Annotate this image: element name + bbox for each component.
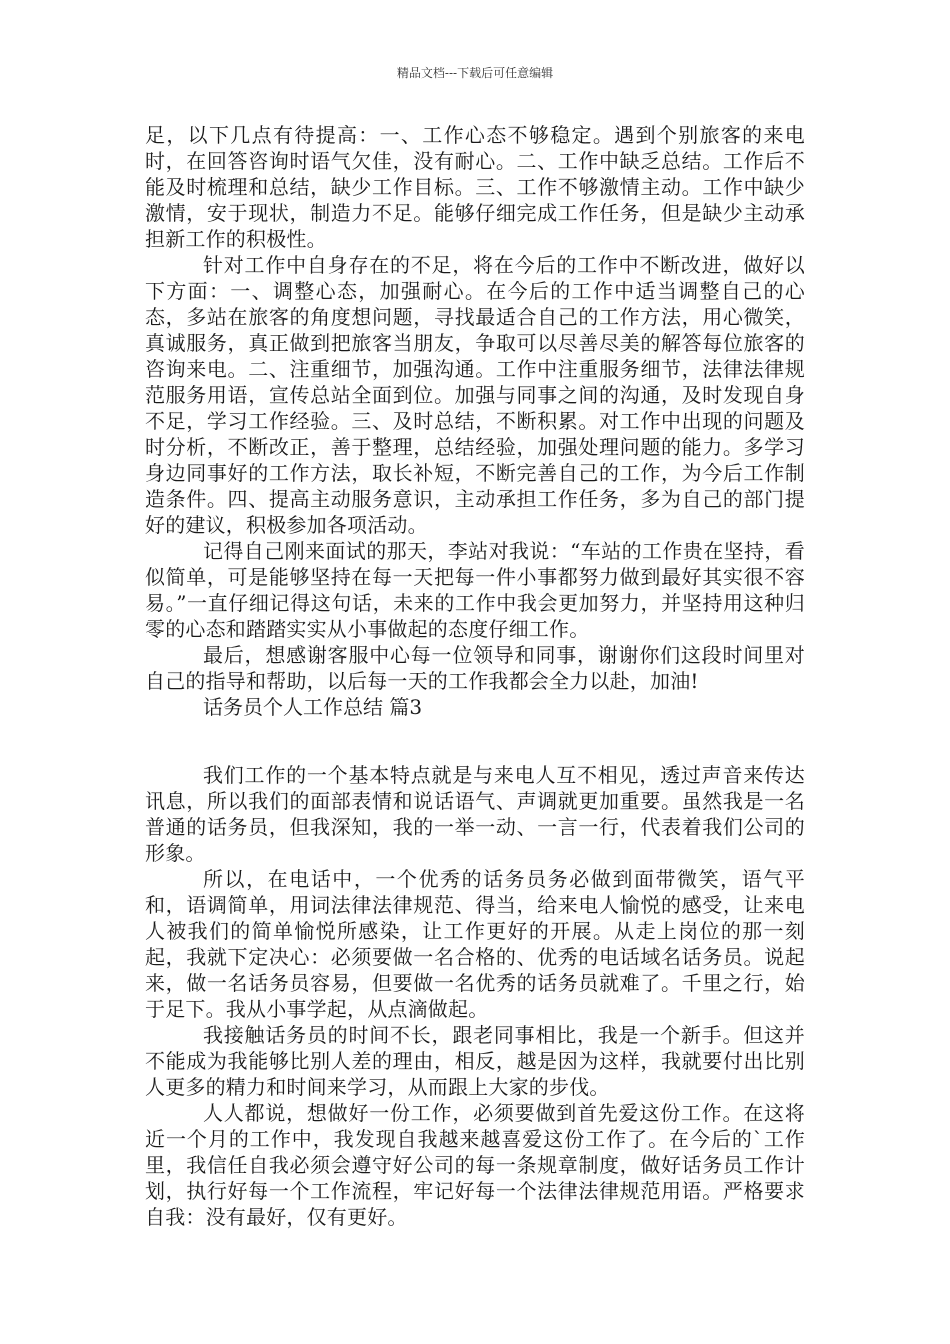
paragraph-continuation: 足，以下几点有待提高：一、工作心态不够稳定。遇到个别旅客的来电时，在回答咨询时语气欠佳，没有耐心。二、工作中缺乏总结。工作后不能及时梳理和总结，缺少工作目标。三、工作不够激情主动。工作中缺少激情，安于现状，制造力不足。能够仔细完成工作任务，但是缺少主动承担新工作的积极性。 <box>145 123 805 251</box>
document-body <box>145 122 805 1230</box>
paragraph-newcomer: 我接触话务员的时间不长，跟老同事相比，我是一个新手。但这并不能成为我能够比别人差的理由，相反，越是因为这样，我就要付出比别人更多的精力和时间来学习，从而跟上大家的步伐。 <box>145 1023 805 1099</box>
section-title: 话务员个人工作总结 篇3 <box>203 695 423 719</box>
paragraph-phone-etiquette: 所以，在电话中，一个优秀的话务员务必做到面带微笑，语气平和，语调简单，用词法律法律规范、得当，给来电人愉悦的感受，让来电人被我们的简单愉悦所感染，让工作更好的开展。从走上岗位的那一刻起，我就下定决心：必须要做一名合格的、优秀的电话域名话务员。说起来，做一名话务员容易，但要做一名优秀的话务员就难了。千里之行，始于足下。我从小事学起，从点滴做起。 <box>145 867 805 1021</box>
paragraph-improvements: 针对工作中自身存在的不足，将在今后的工作中不断改进，做好以下方面：一、调整心态，加强耐心。在今后的工作中适当调整自己的心态，多站在旅客的角度想问题，寻找最适合自己的工作方法，用心微笑，真诚服务，真正做到把旅客当朋友，争取可以尽善尽美的解答每位旅客的咨询来电。二、注重细节，加强沟通。工作中注重服务细节，法律法律规范服务用语，宣传总站全面到位。加强与同事之间的沟通，及时发现自身不足，学习工作经验。三、及时总结，不断积累。对工作中出现的问题及时分析，不断改正，善于整理，总结经验，加强处理问题的能力。多学习身边同事好的工作方法，取长补短，不断完善自己的工作，为今后工作制造条件。四、提高主动服务意识，主动承担工作任务，多为自己的部门提好的建议，积极参加各项活动。 <box>145 253 805 537</box>
page-header: 精品文档---下载后可任意编辑 <box>396 66 554 80</box>
paragraph-interview-memory: 记得自己刚来面试的那天，李站对我说：“车站的工作贵在坚持，看似简单，可是能够坚持在每一天把每一件小事都努力做到最好其实很不容易。”一直仔细记得这句话，未来的工作中我会更加努力，并坚持用这种归零的心态和踏踏实实从小事做起的态度仔细工作。 <box>145 539 805 641</box>
paragraph-work-feature: 我们工作的一个基本特点就是与来电人互不相见，透过声音来传达讯息，所以我们的面部表情和说话语气、声调就更加重要。虽然我是一名普通的话务员，但我深知，我的一举一动、一言一行，代表着我们公司的形象。 <box>145 763 805 865</box>
paragraph-love-work: 人人都说，想做好一份工作，必须要做到首先爱这份工作。在这将近一个月的工作中，我发现自我越来越喜爱这份工作了。在今后的`工作里，我信任自我必须会遵守好公司的每一条规章制度，做好话务员工作计划，执行好每一个工作流程，牢记好每一个法律法律规范用语。严格要求自我：没有最好，仅有更好。 <box>145 1101 805 1229</box>
paragraph-thanks: 最后，想感谢客服中心每一位领导和同事，谢谢你们这段时间里对自己的指导和帮助，以后每一天的工作我都会全力以赴，加油! <box>145 643 805 693</box>
